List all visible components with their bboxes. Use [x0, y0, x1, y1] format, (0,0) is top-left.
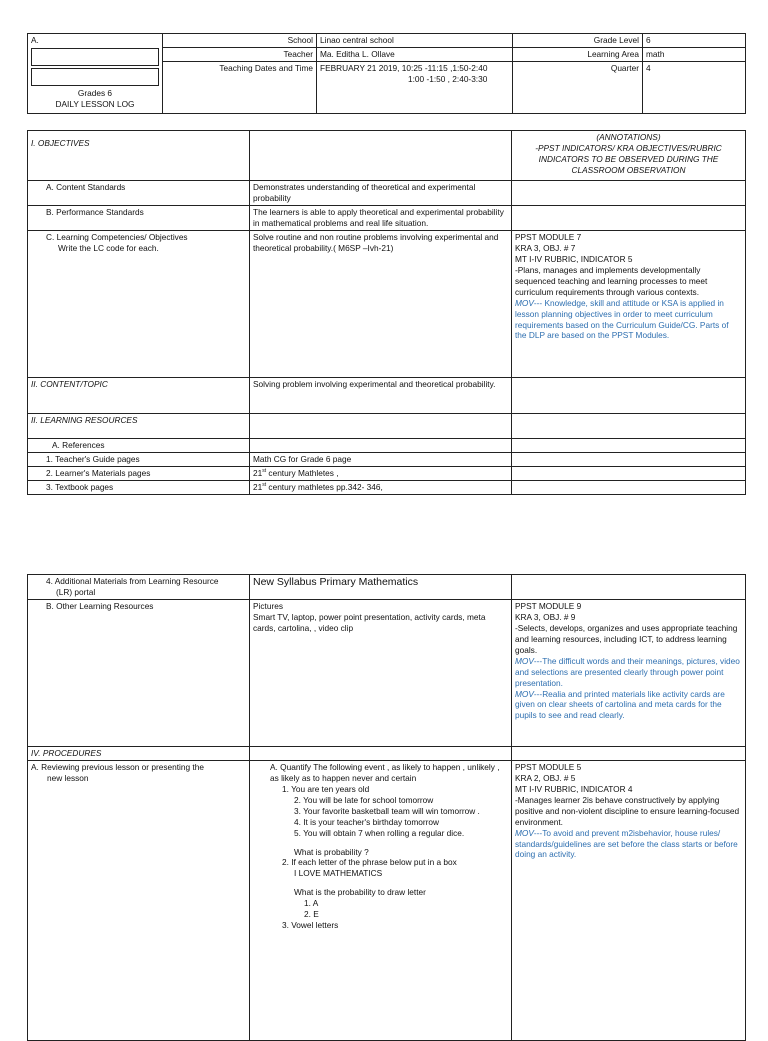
proc-sub-2: 2. E	[304, 909, 319, 920]
ann-c-line-4: -Plans, manages and implements developmentally sequenced teaching and learning processes to meet curriculum requirements through various contexts.	[515, 264, 708, 297]
ann-a-line-4: -Manages learner 2is behave constructively by applying positive and non-violent discipline to ensure learning-focused environment.	[515, 794, 740, 827]
ann-c-mov-text: --- Knowledge, skill and attitude or KSA is applied in lesson planning objectives in order to meet curriculum requirements based on the Curriculum Guide/CG. Parts of the DLP are based on the PPST Modules.	[515, 297, 729, 341]
ann-a-mov-prefix: MOV	[515, 827, 534, 838]
references-label: A. References	[28, 439, 250, 453]
learners-materials-annotation	[512, 466, 746, 480]
annotations-line-3: INDICATORS TO BE OBSERVED DURING THE	[538, 153, 719, 164]
review-lesson-label-1: A. Reviewing previous lesson or presenting the	[31, 761, 204, 772]
review-lesson-label-2: new lesson	[47, 772, 89, 783]
additional-materials-annotation	[512, 575, 746, 600]
ann-b-line-2: KRA 3, OBJ. # 9	[515, 611, 576, 622]
grade-level-label: Grade Level	[513, 34, 643, 48]
ann-a-line-1: PPST MODULE 5	[515, 761, 582, 772]
annotations-line-1: (ANNOTATIONS)	[596, 132, 661, 142]
ann-c-line-3: MT I-IV RUBRIC, INDICATOR 5	[515, 253, 633, 264]
lm-sup: st	[262, 468, 267, 475]
proc-part-3: 3. Vowel letters	[282, 920, 339, 931]
ann-b-line-1: PPST MODULE 9	[515, 601, 582, 611]
other-resources-annotation	[512, 600, 746, 747]
references-annotation	[512, 439, 746, 453]
ann-b-mov-1-text: ---The difficult words and their meanings, pictures, video and selections are presented clearly through power point presentation.	[515, 655, 740, 688]
other-resources-label: B. Other Learning Resources	[28, 600, 250, 747]
procedures-annotation	[512, 747, 746, 761]
references-blank	[250, 439, 512, 453]
content-topic-label: II. CONTENT/TOPIC	[28, 378, 250, 414]
tb-pre: 21	[253, 481, 263, 492]
performance-standards-annotation	[512, 206, 746, 231]
review-lesson-content	[250, 760, 512, 1040]
competencies-value: Solve routine and non routine problems involving experimental and theoretical probability.( M6SP –Ivh-21)	[250, 231, 512, 378]
textbook-label: 3. Textbook pages	[28, 480, 250, 494]
competencies-label-line-2: Write the LC code for each.	[58, 242, 159, 253]
proc-item-5: 5. You will obtain 7 when rolling a regular dice.	[294, 827, 465, 838]
learning-area-label: Learning Area	[513, 47, 643, 61]
learners-materials-label: 2. Learner's Materials pages	[28, 466, 250, 480]
annotations-line-2: -PPST INDICATORS/ KRA OBJECTIVES/RUBRIC	[535, 142, 722, 153]
tb-post: century mathletes pp.342- 346,	[266, 481, 383, 492]
textbook-value	[250, 480, 512, 494]
procedures-label: IV. PROCEDURES	[28, 747, 250, 761]
annotations-line-4: CLASSROOM OBSERVATION	[571, 164, 686, 175]
proc-item-4: 4. It is your teacher's birthday tomorrow	[294, 816, 439, 827]
review-lesson-annotation	[512, 760, 746, 1040]
procedures-table	[27, 574, 746, 1041]
procedures-blank	[250, 747, 512, 761]
ann-a-line-3: MT I-IV RUBRIC, INDICATOR 4	[515, 783, 633, 794]
ann-c-line-2: KRA 3, OBJ. # 7	[515, 242, 576, 253]
performance-standards-label: B. Performance Standards	[28, 206, 250, 231]
other-resources-value	[250, 600, 512, 747]
teacher-value: Ma. Editha L. Ollave	[317, 47, 513, 61]
ann-b-mov-2-text: ---Realia and printed materials like activity cards are given on clear sheets of cartolina and meta cards for the pupils to see and read clearly.	[515, 688, 725, 721]
ann-a-line-2: KRA 2, OBJ. # 5	[515, 772, 576, 783]
content-topic-annotation	[512, 378, 746, 414]
learners-materials-value	[250, 466, 512, 480]
header-blank-box-1	[31, 48, 159, 66]
other-resources-value-1: Pictures	[253, 601, 283, 611]
proc-part-2a: 2. If each letter of the phrase below put in a box	[282, 857, 457, 868]
competencies-label	[28, 231, 250, 378]
lm-pre: 21	[253, 467, 263, 478]
textbook-annotation	[512, 480, 746, 494]
ann-a-mov	[515, 828, 742, 861]
quarter-label: Quarter	[513, 61, 643, 113]
additional-materials-label	[28, 575, 250, 600]
proc-part-2b: I LOVE MATHEMATICS	[294, 868, 383, 879]
learning-area-value: math	[643, 47, 746, 61]
grade-level-value: 6	[643, 34, 746, 48]
header-grades: Grades 6	[77, 87, 113, 98]
annotations-header	[512, 131, 746, 181]
additional-materials-label-1: 4. Additional Materials from Learning Resource	[46, 576, 219, 586]
proc-question-1: What is probability ?	[294, 846, 369, 857]
header-dll: DAILY LESSON LOG	[55, 98, 135, 109]
teachers-guide-value: Math CG for Grade 6 page	[250, 452, 512, 466]
teacher-label: Teacher	[163, 47, 317, 61]
proc-item-2: 2. You will be late for school tomorrow	[294, 794, 434, 805]
lm-post: century Mathletes ,	[266, 467, 339, 478]
dates-label: Teaching Dates and Time	[163, 61, 317, 113]
content-standards-annotation	[512, 181, 746, 206]
header-a-label: A.	[31, 35, 39, 45]
objectives-label: I. OBJECTIVES	[28, 131, 250, 181]
school-label: School	[163, 34, 317, 48]
proc-item-1: 1. You are ten years old	[282, 783, 370, 794]
ann-c-line-1: PPST MODULE 7	[515, 232, 582, 242]
proc-question-2: What is the probability to draw letter	[294, 887, 426, 898]
ann-b-line-3: -Selects, develops, organizes and uses appropriate teaching and learning resources, including ICT, to address learning goals.	[515, 622, 738, 655]
competencies-label-line-1: C. Learning Competencies/ Objectives	[46, 232, 188, 242]
objectives-blank	[250, 131, 512, 181]
additional-materials-value: New Syllabus Primary Mathematics	[250, 575, 512, 600]
school-value: Linao central school	[317, 34, 513, 48]
proc-a-intro: A. Quantify The following event , as likely to happen , unlikely , as likely as to happen never and certain	[270, 761, 500, 783]
ann-c-mov-prefix: MOV	[515, 297, 534, 308]
ann-b-mov-2-prefix: MOV	[515, 688, 534, 699]
quarter-value: 4	[643, 61, 746, 113]
dates-value	[317, 61, 513, 113]
performance-standards-value: The learners is able to apply theoretical and experimental probability in mathematical problems and real life situation.	[250, 206, 512, 231]
additional-materials-label-2: (LR) portal	[56, 586, 96, 597]
proc-sub-1: 1. A	[304, 898, 319, 909]
objectives-table	[27, 130, 746, 495]
ann-b-mov-1-prefix: MOV	[515, 655, 534, 666]
ann-b-mov-1	[515, 656, 742, 689]
header-table	[27, 33, 746, 114]
content-standards-label: A. Content Standards	[28, 181, 250, 206]
other-resources-value-2: Smart TV, laptop, power point presentation, activity cards, meta cards, cartolina, , video clip	[253, 611, 486, 633]
tb-sup: st	[262, 482, 267, 489]
ann-a-mov-text: ---To avoid and prevent m2isbehavior, house rules/ standards/guidelines are set before the class starts or before doing an activity.	[515, 827, 738, 860]
ann-b-mov-2	[515, 689, 742, 722]
learning-resources-annotation	[512, 414, 746, 439]
learning-resources-blank	[250, 414, 512, 439]
learning-resources-label: II. LEARNING RESOURCES	[28, 414, 250, 439]
ann-c-mov	[515, 298, 742, 342]
header-blank-box-2	[31, 68, 159, 86]
teachers-guide-annotation	[512, 452, 746, 466]
teachers-guide-label: 1. Teacher's Guide pages	[28, 452, 250, 466]
content-standards-value: Demonstrates understanding of theoretical and experimental probability	[250, 181, 512, 206]
proc-item-3: 3. Your favorite basketball team will win tomorrow .	[294, 805, 480, 816]
review-lesson-label	[28, 760, 250, 1040]
dates-value-line-1: FEBRUARY 21 2019, 10:25 -11:15 ,1:50-2:40	[320, 62, 488, 73]
header-left-cell	[28, 34, 163, 114]
dates-value-line-2: 1:00 -1:50 , 2:40-3:30	[408, 73, 488, 84]
content-topic-value: Solving problem involving experimental and theoretical probability.	[250, 378, 512, 414]
competencies-annotation	[512, 231, 746, 378]
